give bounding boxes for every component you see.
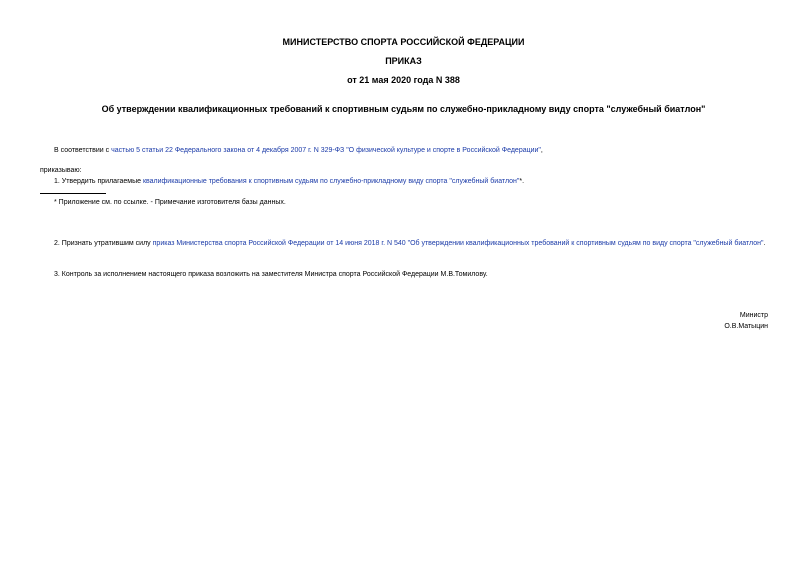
signature-name: О.В.Матыцин bbox=[724, 323, 768, 330]
federal-law-link[interactable]: частью 5 статьи 22 Федерального закона от 4 декабря 2007 г. N 329-ФЗ "О физической культуре и спорте в Российской Федерации" bbox=[111, 147, 541, 154]
document-type: ПРИКАЗ bbox=[385, 56, 422, 66]
footnote: * Приложение см. по ссылке. - Примечание изготовителя базы данных. bbox=[54, 199, 286, 206]
item-2-paragraph bbox=[40, 239, 769, 249]
document-date-number: от 21 мая 2020 года N 388 bbox=[347, 75, 460, 85]
document-title: Об утверждении квалификационных требований к спортивным судьям по служебно-прикладному виду спорта "служебный биатлон" bbox=[101, 104, 706, 114]
item-2-prefix: 2. Признать утратившим силу bbox=[54, 240, 153, 247]
signature-position: Министр bbox=[739, 312, 768, 319]
qualification-requirements-link[interactable]: квалификационные требования к спортивным судьям по служебно-прикладному виду спорта "служебный биатлон" bbox=[142, 178, 520, 185]
ministry-name: МИНИСТЕРСТВО СПОРТА РОССИЙСКОЙ ФЕДЕРАЦИИ bbox=[282, 37, 525, 47]
item-1-paragraph bbox=[54, 177, 524, 187]
preamble-suffix: , bbox=[540, 147, 543, 154]
preamble-paragraph bbox=[54, 146, 543, 156]
item-3-paragraph: 3. Контроль за исполнением настоящего приказа возложить на заместителя Министра спорта Российской Федерации М.В.Томилову. bbox=[54, 271, 488, 278]
item-1-prefix: 1. Утвердить прилагаемые bbox=[54, 178, 143, 185]
item-1-suffix: *. bbox=[519, 178, 525, 185]
previous-order-link[interactable]: приказ Министерства спорта Российской Федерации от 14 июня 2018 г. N 540 "Об утверждении квалификационных требований к спортивным судьям по виду спорта "служебный биатлон" bbox=[152, 240, 764, 247]
preamble-prefix: В соответствии с bbox=[54, 147, 112, 154]
order-word: приказываю: bbox=[40, 167, 82, 174]
item-2-suffix: . bbox=[763, 240, 766, 247]
footnote-separator bbox=[40, 193, 106, 194]
